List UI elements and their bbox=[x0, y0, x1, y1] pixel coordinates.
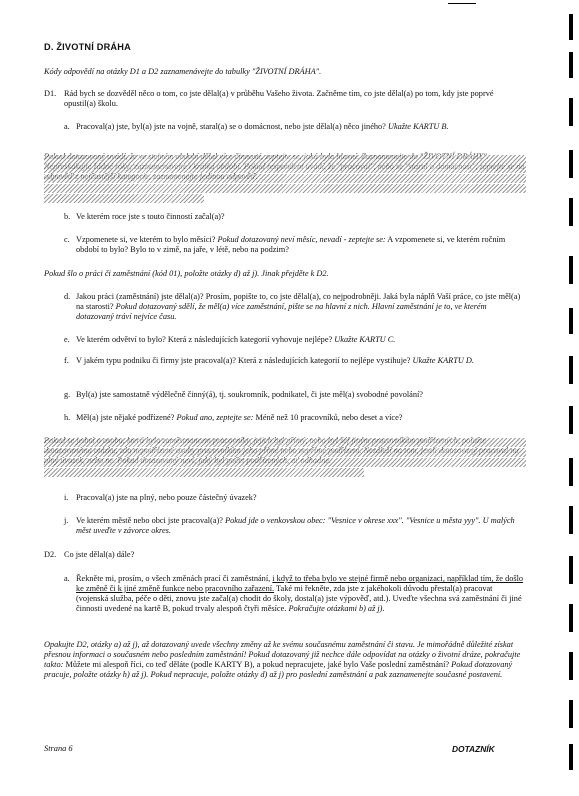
item-d1d-note: Pokud dotazovaný sdělí, že měl(a) více zaměstnání, pište se na hlavní z nich. Hlavní zaměstnání je to, ve kterém dotazovaný tráví nejvíce času. bbox=[76, 302, 487, 322]
item-d2a-note: Pokračujte otázkami b) až j). bbox=[288, 604, 385, 614]
item-d1i-text: Pracoval(a) jste na plný, nebo pouze částečný úvazek? bbox=[76, 493, 257, 502]
item-label: b. bbox=[64, 212, 71, 221]
scan-edge-mark bbox=[569, 652, 573, 680]
hatched-overlay bbox=[44, 155, 526, 164]
item-label: a. bbox=[64, 122, 70, 131]
hatched-overlay bbox=[44, 438, 526, 447]
item-d1f-note: Ukažte KARTU D. bbox=[412, 356, 474, 365]
scan-edge-mark bbox=[569, 458, 573, 486]
item-label: h. bbox=[64, 413, 71, 422]
scan-edge-mark bbox=[569, 700, 573, 728]
item-d1c bbox=[76, 235, 526, 255]
scan-edge-mark bbox=[569, 556, 573, 584]
item-label: j. bbox=[64, 516, 69, 525]
item-d1g-text: Byl(a) jste samostatně výdělečně činný(á), tj. soukromník, podnikatel, či jste měl(a) svobodné povolání? bbox=[76, 390, 423, 399]
item-label: f. bbox=[64, 356, 69, 365]
hatched-overlay bbox=[44, 164, 526, 173]
question-number: D2. bbox=[44, 550, 57, 559]
scan-edge-mark bbox=[569, 98, 573, 126]
scan-mark bbox=[448, 3, 476, 4]
item-d1e-text: Ve kterém odvětví to bylo? Která z následujících kategorií vyhovuje nejlépe? bbox=[76, 335, 333, 344]
document-name: DOTAZNÍK bbox=[452, 744, 495, 754]
item-d1c-note: Pokud dotazovaný neví měsíc, nevadí - zeptejte se: bbox=[217, 235, 386, 244]
hatched-overlay bbox=[44, 448, 526, 457]
item-label: e. bbox=[64, 335, 70, 344]
item-d1a bbox=[76, 122, 516, 132]
hatched-overlay bbox=[44, 468, 364, 477]
item-d1j-text: Ve kterém městě nebo obci jste pracoval(a)? bbox=[76, 516, 223, 525]
closing-instruction bbox=[44, 640, 528, 680]
scan-edge-mark bbox=[569, 150, 573, 178]
hatched-overlay bbox=[44, 194, 204, 203]
item-d1c-text-2: A vzpomenete si, ve kterém ročním období to bylo? Bylo to v zimě, na jaře, v létě, nebo na podzim? bbox=[76, 235, 506, 255]
item-d1d-text: Jakou práci (zaměstnání) jste dělal(a)? Prosím, popište to, co jste dělal(a), co nejpodrobněji. Jaká byla náplň Vaší práce, co jste měl(a) na starosti? bbox=[76, 292, 521, 312]
closing-text-1: Opakujte D2, otázky a) až j), až dotazovaný uvede všechny změny až ke svému současnému zaměstnání či stavu. Je mimořádně důležité získat přesnou informaci o současném nebo posledním zaměstnání! Pokud dotazovaný již nechce dále odpovídat na otázky o životní dráze, pokračujte takto: bbox=[44, 640, 521, 670]
question-d1-text: Rád bych se dozvěděl něco o tom, co jste dělal(a) v průběhu Vašeho života. Začněme tím, co jste dělal(a) po tom, kdy jste poprvé opustil(a) školu. bbox=[64, 89, 494, 109]
hatched-overlay bbox=[44, 174, 526, 183]
question-number: D1. bbox=[44, 89, 57, 98]
skip-instruction: Pokud šlo o práci či zaměstnání (kód 01), položte otázky d) až j). Jinak přejděte k D2. bbox=[44, 269, 329, 278]
item-d1e-note: Ukažte KARTU C. bbox=[334, 335, 396, 344]
intro-instruction: Kódy odpovědí na otázky D1 a D2 zaznamenávejte do tabulky "ŽIVOTNÍ DRÁHA". bbox=[44, 67, 322, 76]
item-d1f bbox=[76, 356, 516, 366]
scan-edge-mark bbox=[569, 744, 573, 770]
item-d2a bbox=[76, 574, 526, 614]
scan-edge-mark bbox=[569, 356, 573, 384]
hatched-overlay bbox=[44, 184, 526, 193]
page-number: Strana 6 bbox=[44, 744, 73, 753]
closing-text-3: Pokud dotazovaný pracuje, položte otázky h) až j). Pokud nepracuje, položte otázky d) až j) pro poslední zaměstnání a pak zaznamenejte současné postavení. bbox=[44, 660, 513, 680]
scan-edge-mark bbox=[569, 52, 573, 78]
question-d2-text: Co jste dělal(a) dále? bbox=[64, 550, 135, 559]
item-d1h-text-2: Méně než 10 pracovníků, nebo deset a více? bbox=[255, 413, 403, 422]
scan-edge-mark bbox=[569, 256, 573, 284]
item-d1d bbox=[76, 292, 526, 322]
item-d1f-text: V jakém typu podniku či firmy jste pracoval(a)? Která z následujících kategorií to nejlépe vystihuje? bbox=[76, 356, 411, 365]
item-d1e bbox=[76, 335, 526, 345]
scan-edge-mark bbox=[569, 604, 573, 632]
closing-text-2: Můžete mi alespoň říci, co teď děláte (podle KARTY B), a pokud nepracujete, jaké bylo Vaše poslední zaměstnání? bbox=[65, 660, 450, 670]
scan-edge-mark bbox=[569, 308, 573, 334]
item-d1b-text: Ve kterém roce jste s touto činností začal(a)? bbox=[76, 212, 225, 221]
item-d2a-underlined: i když to třeba bylo ve stejné firmě nebo organizaci, například tím, že došlo ke změně či k jiné změně funkce nebo pracovního zařazení. bbox=[76, 574, 524, 594]
scan-edge-mark bbox=[569, 198, 573, 226]
item-d2a-text-2: Také mi řekněte, zda jste z jakéhokoli důvodu přestal(a) pracovat (vojenská služba, péče o děti, znovu jste začal(a) chodit do školy, dostal(a) jste výpověď, atd.). Uveďte všechna svá zaměstnání či jiné činnosti uvedené na kartě B, pokud trvaly alespoň čtyři měsíce. bbox=[76, 584, 522, 614]
item-d1a-note: Ukažte KARTU B. bbox=[387, 122, 449, 131]
item-d1j-note: Pokud jde o venkovskou obec: "Vesnice v okrese xxx". "Vesnice u města yyy". U malých měst uveďte v závorce okres. bbox=[76, 516, 515, 536]
item-label: a. bbox=[64, 574, 70, 583]
item-d1a-text: Pracoval(a) jste, byl(a) jste na vojně, staral(a) se o domácnost, nebo jste dělal(a) něco jiného? bbox=[76, 122, 386, 131]
item-label: d. bbox=[64, 292, 71, 301]
item-d2a-text: Řekněte mi, prosím, o všech změnách prací či zaměstnání, bbox=[76, 574, 271, 583]
scan-edge-mark bbox=[569, 506, 573, 534]
item-label: g. bbox=[64, 390, 71, 399]
item-d1c-text: Vzpomenete si, ve kterém to bylo měsíci? bbox=[76, 235, 216, 244]
item-d1j bbox=[76, 516, 526, 536]
item-d1h-text: Měl(a) jste nějaké podřízené? bbox=[76, 413, 175, 422]
item-d1h-note: Pokud ano, zeptejte se: bbox=[176, 413, 254, 422]
item-d1h bbox=[76, 413, 526, 423]
section-title: D. ŽIVOTNÍ DRÁHA bbox=[44, 42, 131, 52]
item-label: i. bbox=[64, 493, 69, 502]
scan-edge-mark bbox=[569, 14, 573, 40]
scan-edge-mark bbox=[569, 406, 573, 434]
item-label: c. bbox=[64, 235, 70, 244]
hatched-overlay bbox=[44, 458, 526, 467]
